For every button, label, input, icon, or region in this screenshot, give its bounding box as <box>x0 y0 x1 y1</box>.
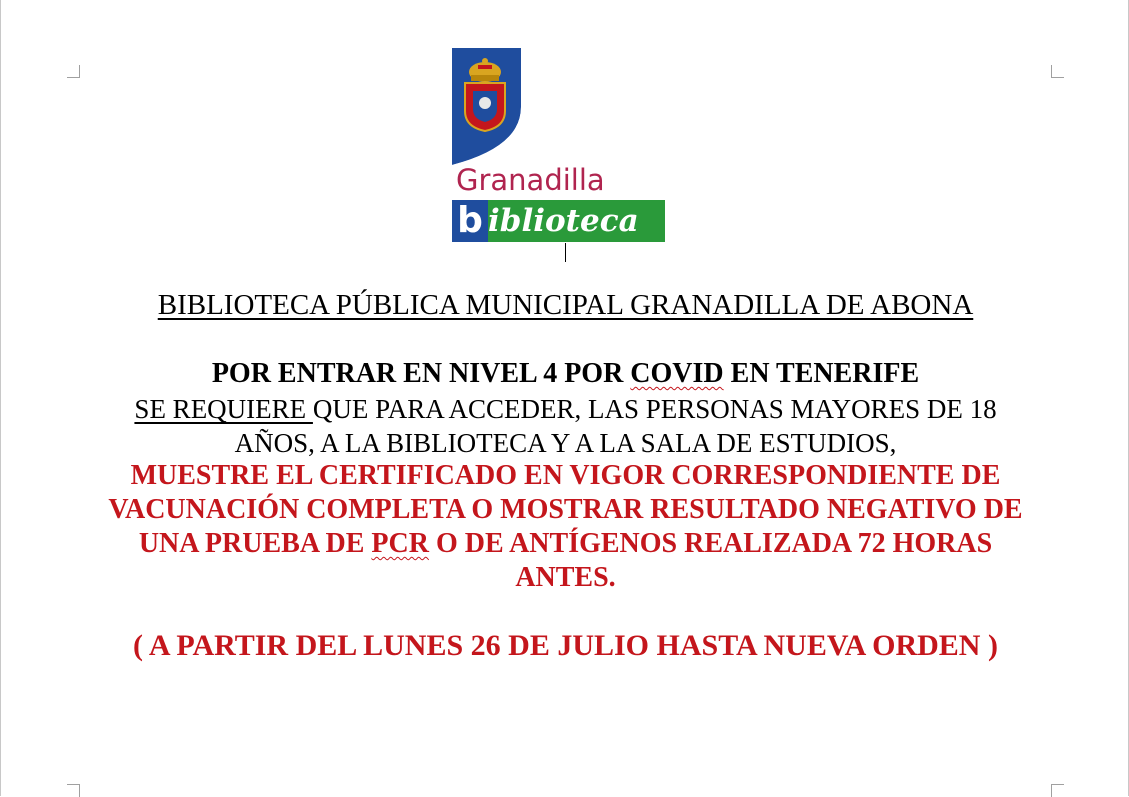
logo-word: iblioteca <box>488 203 639 239</box>
red-text-a: UNA PRUEBA DE <box>138 528 372 559</box>
red-notice-line-1: MUESTRE EL CERTIFICADO EN VIGOR CORRESPONDIENTE DE <box>130 460 1001 491</box>
document-title: BIBLIOTECA PÚBLICA MUNICIPAL GRANADILLA DE ABONA <box>157 289 974 321</box>
effective-date-notice: ( A PARTIR DEL LUNES 26 DE JULIO HASTA NUEVA ORDEN ) <box>133 629 998 662</box>
margin-corner-top-left <box>67 65 80 78</box>
coat-of-arms-icon <box>465 58 505 131</box>
heading-text-a: POR ENTRAR EN NIVEL 4 POR <box>211 358 631 389</box>
margin-corner-bottom-right <box>1051 784 1064 797</box>
red-notice-line-2: VACUNACIÓN COMPLETA O MOSTRAR RESULTADO NEGATIVO DE <box>108 494 1023 525</box>
covid-level-heading <box>1 357 1129 391</box>
red-notice-line-3 <box>1 527 1129 561</box>
logo-name: Granadilla <box>456 163 605 197</box>
margin-corner-top-right <box>1051 65 1064 78</box>
logo-b-letter: b <box>452 200 488 242</box>
requirement-rest: QUE PARA ACCEDER, LAS PERSONAS MAYORES DE 18 <box>312 394 997 424</box>
requirement-line-2: AÑOS, A LA BIBLIOTECA Y A LA SALA DE ESTUDIOS, <box>234 428 897 458</box>
requirement-line-1 <box>1 392 1129 426</box>
requirement-underlined: SE REQUIERE <box>134 394 313 424</box>
red-notice-line-4: ANTES. <box>515 562 616 593</box>
heading-text-c: EN TENERIFE <box>723 358 920 389</box>
red-text-c: O DE ANTÍGENOS REALIZADA 72 HORAS <box>428 528 993 559</box>
spellcheck-word-pcr: PCR <box>371 528 429 559</box>
margin-corner-bottom-left <box>67 784 80 797</box>
spellcheck-word-covid: COVID <box>630 358 724 389</box>
text-cursor <box>565 243 566 262</box>
